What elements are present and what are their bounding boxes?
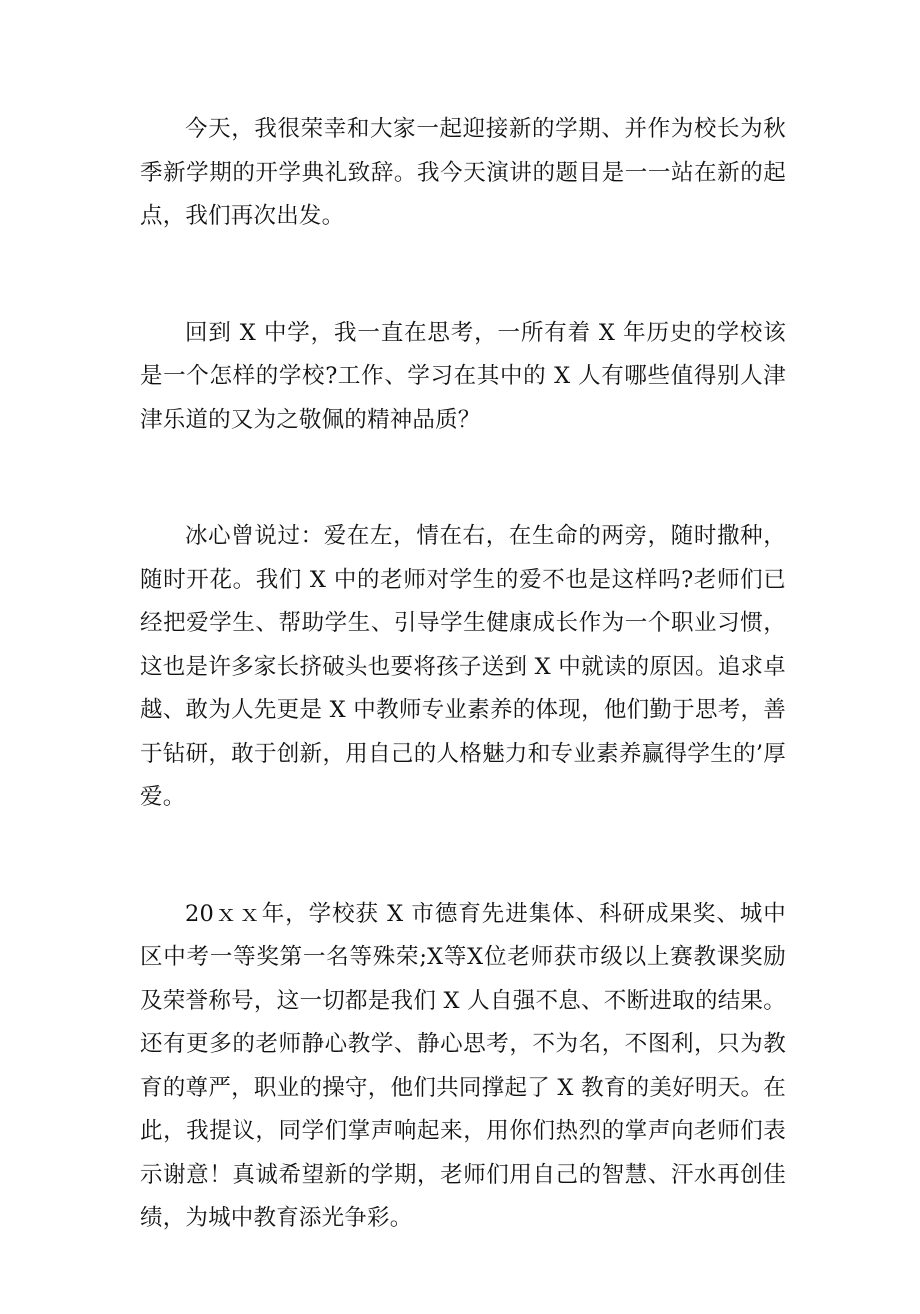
paragraph-question: 回到 X 中学，我一直在思考，一所有着 X 年历史的学校该是一个怎样的学校?工作、学习在其中的 X 人有哪些值得别人津津乐道的又为之敬佩的精神品质？ xyxy=(140,319,786,433)
paragraph-achievements: 20ｘｘ年，学校获 X 市德育先进集体、科研成果奖、城中区中考一等奖第一名等殊荣;X等X位老师获市级以上赛教课奖励及荣誉称号，这一切都是我们 X 人自强不息、不断进取的结果。还有更多的老师静心教学、静心思考，不为名，不图利，只为教育的尊严，职业的操守，他们共同撑起了 X 教育的美好明天。在此，我提议，同学们掌声响起来，用你们热烈的掌声向老师们表示谢意！真诚希望新的学期，老师们用自己的智慧、汗水再创佳绩，为城中教育添光争彩。 xyxy=(140,900,786,1231)
paragraph-teachers-love: 冰心曾说过：爱在左，情在右，在生命的两旁，随时撒种，随时开花。我们 X 中的老师对学生的爱不也是这样吗?老师们已经把爱学生、帮助学生、引导学生健康成长作为一个职业习惯，这也是许多家长挤破头也要将孩子送到 X 中就读的原因。追求卓越、敢为人先更是 X 中教师专业素养的体现，他们勤于思考，善于钻研，敢于创新，用自己的人格魅力和专业素养赢得学生的’厚爱。 xyxy=(140,523,786,810)
paragraph-opening: 今天，我很荣幸和大家一起迎接新的学期、并作为校长为秋季新学期的开学典礼致辞。我今天演讲的题目是一一站在新的起点，我们再次出发。 xyxy=(140,116,786,229)
document-page xyxy=(140,108,786,1314)
